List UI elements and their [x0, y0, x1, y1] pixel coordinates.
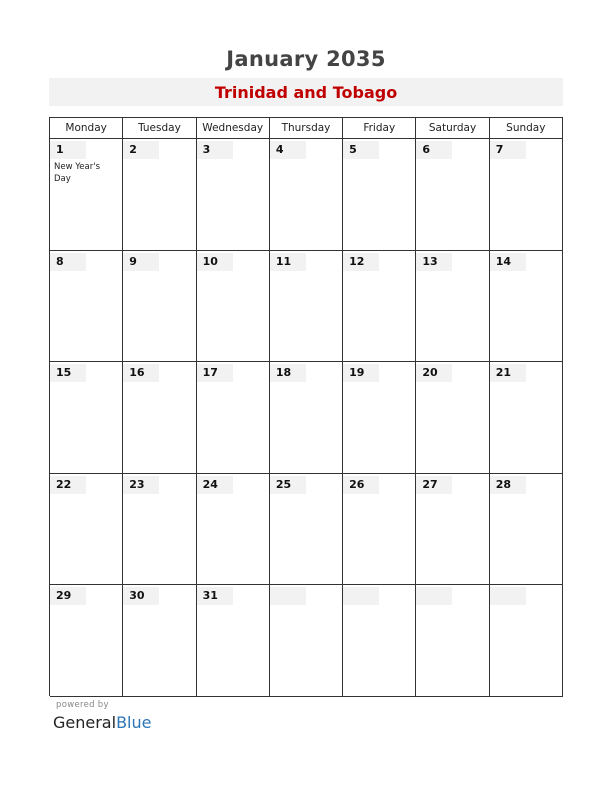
weekday-header: Tuesday — [123, 118, 196, 139]
week-row — [50, 362, 563, 474]
day-number: 31 — [202, 589, 218, 603]
day-cell[interactable] — [490, 362, 563, 474]
day-number: 8 — [56, 254, 64, 268]
day-cell[interactable] — [197, 251, 270, 363]
day-cell[interactable] — [123, 474, 196, 586]
day-cell[interactable] — [343, 362, 416, 474]
day-number: 1 — [56, 143, 64, 156]
weekday-header: Friday — [343, 118, 416, 139]
day-number: 17 — [202, 366, 218, 380]
day-number: 18 — [275, 366, 292, 380]
day-number-box — [270, 587, 306, 605]
day-number-box — [343, 587, 379, 605]
week-row — [50, 474, 563, 586]
calendar-weeks — [50, 139, 563, 697]
country-banner — [49, 78, 563, 106]
day-number: 10 — [202, 254, 218, 268]
day-cell[interactable] — [270, 362, 343, 474]
day-cell[interactable] — [490, 585, 563, 697]
day-cell[interactable] — [270, 139, 343, 251]
day-cell[interactable] — [490, 474, 563, 586]
calendar-grid — [49, 117, 563, 696]
day-cell[interactable] — [197, 362, 270, 474]
day-cell[interactable] — [343, 585, 416, 697]
weekday-header-row — [50, 118, 563, 139]
day-number: 27 — [422, 477, 438, 491]
brand-general: General — [53, 713, 117, 732]
day-cell[interactable] — [50, 474, 123, 586]
day-cell[interactable] — [50, 362, 123, 474]
day-cell[interactable] — [50, 251, 123, 363]
day-number: 2 — [129, 143, 137, 156]
day-cell[interactable] — [123, 362, 196, 474]
day-cell[interactable] — [416, 474, 489, 586]
day-cell[interactable] — [270, 585, 343, 697]
day-cell[interactable] — [416, 362, 489, 474]
calendar-title: January 2035 — [226, 47, 386, 71]
day-cell[interactable] — [416, 251, 489, 363]
day-number: 15 — [56, 366, 72, 380]
day-cell[interactable] — [50, 139, 123, 251]
day-cell[interactable] — [270, 474, 343, 586]
day-cell[interactable] — [416, 139, 489, 251]
day-number: 26 — [349, 477, 365, 491]
day-number: 12 — [349, 254, 365, 268]
day-number: 23 — [129, 477, 145, 491]
day-number: 22 — [56, 477, 72, 491]
weekday-header: Wednesday — [197, 118, 270, 139]
day-number: 6 — [422, 143, 431, 156]
day-number: 24 — [202, 477, 218, 491]
day-number: 28 — [495, 477, 511, 491]
day-number: 20 — [422, 366, 438, 380]
week-row — [50, 251, 563, 363]
day-number: 3 — [202, 143, 211, 156]
day-cell[interactable] — [490, 139, 563, 251]
day-cell[interactable] — [50, 585, 123, 697]
day-cell[interactable] — [343, 251, 416, 363]
day-number: 21 — [495, 366, 511, 380]
day-cell[interactable] — [123, 585, 196, 697]
week-row — [50, 139, 563, 251]
day-cell[interactable] — [343, 139, 416, 251]
weekday-header: Sunday — [490, 118, 563, 139]
day-number: 11 — [275, 254, 292, 268]
day-number: 5 — [349, 143, 357, 156]
day-cell[interactable] — [197, 585, 270, 697]
day-cell[interactable] — [490, 251, 563, 363]
day-cell[interactable] — [123, 251, 196, 363]
weekday-header: Thursday — [270, 118, 343, 139]
day-cell[interactable] — [123, 139, 196, 251]
day-number: 19 — [349, 366, 365, 380]
day-cell[interactable] — [197, 474, 270, 586]
day-number-box — [490, 587, 526, 605]
day-number: 16 — [129, 366, 145, 380]
day-cell[interactable] — [416, 585, 489, 697]
day-number-box — [416, 587, 452, 605]
day-number: 4 — [275, 143, 284, 156]
powered-by-text: powered by — [56, 700, 109, 710]
generalblue-logo — [53, 713, 151, 732]
country-name: Trinidad and Tobago — [214, 83, 398, 102]
weekday-header: Saturday — [416, 118, 489, 139]
week-row — [50, 585, 563, 697]
brand-blue: Blue — [116, 713, 152, 732]
day-number: 13 — [422, 254, 438, 268]
day-number: 7 — [495, 143, 504, 156]
day-number: 30 — [129, 589, 145, 603]
day-number: 25 — [275, 477, 292, 491]
day-number: 29 — [56, 589, 72, 603]
day-number: 14 — [495, 254, 511, 268]
day-number: 9 — [129, 254, 137, 268]
holiday-label: New Year's Day — [54, 162, 101, 184]
day-cell[interactable] — [343, 474, 416, 586]
weekday-header: Monday — [50, 118, 123, 139]
day-cell[interactable] — [270, 251, 343, 363]
day-cell[interactable] — [197, 139, 270, 251]
